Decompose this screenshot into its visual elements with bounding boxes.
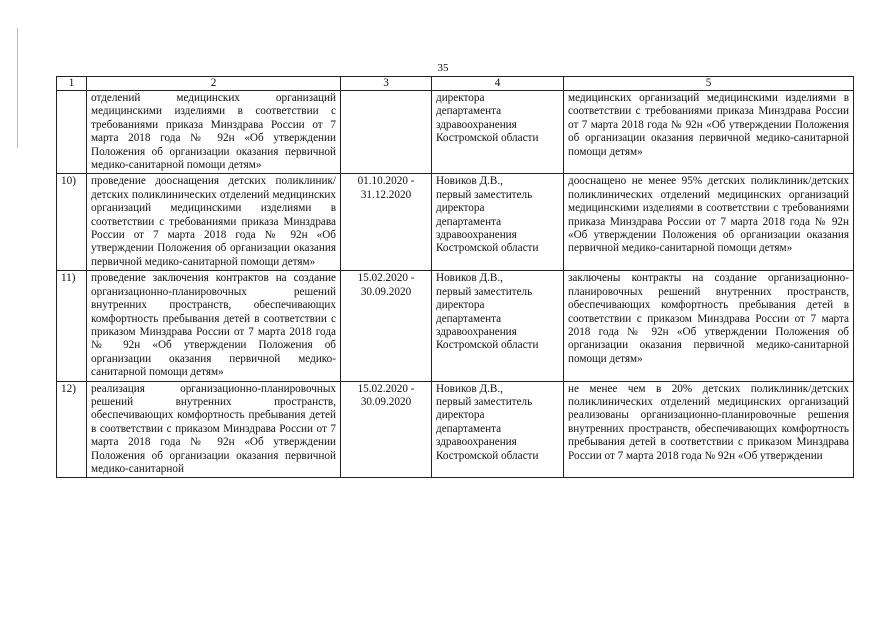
column-header-2: 2 — [87, 77, 341, 91]
column-header-5: 5 — [564, 77, 854, 91]
responsible-person — [432, 271, 564, 381]
responsible-line: директора — [436, 202, 485, 215]
responsible-line: здравоохранения — [436, 325, 517, 338]
responsible-line: директора — [436, 409, 485, 422]
responsible-line: Новиков Д.В., — [436, 175, 503, 188]
table-row — [57, 174, 854, 271]
row-number: 10) — [57, 174, 87, 271]
measure-dates — [341, 91, 432, 174]
table-row — [57, 381, 854, 478]
responsible-line: здравоохранения — [436, 229, 517, 242]
responsible-line: Новиков Д.В., — [436, 272, 503, 285]
column-header-4: 4 — [432, 77, 564, 91]
measure-description: проведение заключения контрактов на создание организационно-планировочных решений внутренних пространств, обеспечивающих комфортность пребывания детей в соответствии с приказом Минздрава России от 7 марта 2018 года № 92н «Об утверждении Положения об организации оказания первичной медико-санитарной помощи детям» — [87, 271, 341, 381]
row-number: 12) — [57, 381, 87, 478]
responsible-line: первый заместитель — [436, 285, 533, 298]
responsible-line: Новиков Д.В., — [436, 382, 503, 395]
responsible-line: Костромской области — [436, 242, 539, 255]
responsible-line: департамента — [436, 215, 502, 228]
responsible-line: первый заместитель — [436, 188, 533, 201]
measure-description: реализация организационно-планировочных решений внутренних пространств, обеспечивающих комфортность пребывания детей в соответствии с приказом Минздрава России от 7 марта 2018 года № 92н «Об утверждении Положения об организации оказания первичной медико-санитарной — [87, 381, 341, 478]
margin-line — [17, 28, 18, 148]
column-header-1: 1 — [57, 77, 87, 91]
column-header-3: 3 — [341, 77, 432, 91]
responsible-person — [432, 381, 564, 478]
responsible-line: здравоохранения — [436, 436, 517, 449]
row-number: 11) — [57, 271, 87, 381]
table-row — [57, 271, 854, 381]
responsible-line: департамента — [436, 422, 502, 435]
measure-dates: 01.10.2020 - 31.12.2020 — [341, 174, 432, 271]
responsible-line: первый заместитель — [436, 395, 533, 408]
responsible-line: директора — [436, 92, 485, 104]
row-number — [57, 91, 87, 174]
table-row — [57, 91, 854, 174]
page-number: 35 — [437, 62, 449, 74]
measure-dates: 15.02.2020 - 30.09.2020 — [341, 381, 432, 478]
responsible-line: директора — [436, 299, 485, 312]
responsible-person — [432, 174, 564, 271]
measure-dates: 15.02.2020 - 30.09.2020 — [341, 271, 432, 381]
expected-result: дооснащено не менее 95% детских поликлиник/детских поликлинических отделений медицинских организаций медицинскими изделиями в соответствии с требованиями приказа Минздрава России от 7 марта 2018 года № 92н «Об утверждении Положения об организации оказания первичной медико-санитарной помощи детям» — [564, 174, 854, 271]
responsible-line: Костромской области — [436, 132, 539, 145]
measure-description: отделений медицинских организаций медицинскими изделиями в соответствии с требованиями приказа Минздрава России от 7 марта 2018 года № 92н «Об утверждении Положения об организации оказания первичной медико-санитарной помощи детям» — [87, 91, 341, 174]
responsible-line: департамента — [436, 312, 502, 325]
expected-result: не менее чем в 20% детских поликлиник/детских поликлинических отделений медицинских организаций реализованы организационно-планировочные решения внутренних пространств, обеспечивающих комфортность пребывания детей в соответствии с приказом Минздрава России от 7 марта 2018 года № 92н «Об утверждении — [564, 381, 854, 478]
responsible-line: Костромской области — [436, 449, 539, 462]
responsible-line: Костромской области — [436, 339, 539, 352]
measures-table — [56, 76, 854, 478]
measure-description: проведение дооснащения детских поликлиник/детских поликлинических отделений медицинских организаций медицинскими изделиями в соответствии с требованиями приказа Минздрава России от 7 марта 2018 года № 92н «Об утверждении Положения об организации оказания первичной медико-санитарной помощи детям» — [87, 174, 341, 271]
column-header-row — [57, 77, 854, 91]
expected-result: заключены контракты на создание организационно-планировочных решений внутренних пространств, обеспечивающих комфортность пребывания детей в соответствии с приказом Минздрава России от 7 марта 2018 года № 92н «Об утверждении Положения об организации оказания первичной медико-санитарной помощи детям» — [564, 271, 854, 381]
responsible-person — [432, 91, 564, 174]
expected-result: медицинских организаций медицинскими изделиями в соответствии с требованиями приказа Минздрава России от 7 марта 2018 года № 92н «Об утверждении Положения об организации оказания первичной медико-санитарной помощи детям» — [564, 91, 854, 174]
responsible-line: здравоохранения — [436, 118, 517, 131]
responsible-line: департамента — [436, 105, 502, 118]
